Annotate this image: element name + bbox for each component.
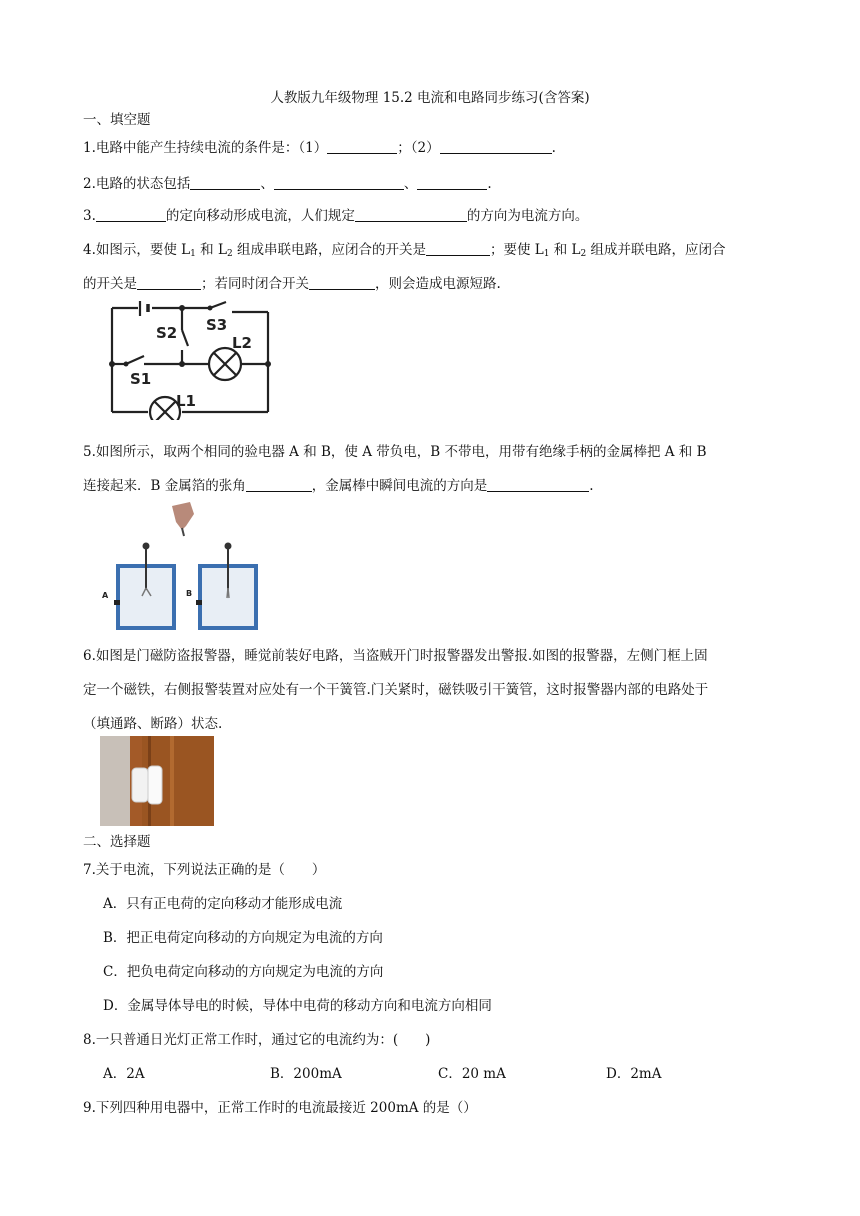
question-1 [83,136,783,156]
q4-text: 和 L [195,242,227,258]
answer-blank [327,139,397,154]
q3-text-c: 的方向为电流方向。 [466,208,589,224]
label-l1: L1 [176,392,196,410]
question-8-stem: 8.一只普通日光灯正常工作时，通过它的电流约为：( ) [83,1032,431,1048]
q3-text-a: 3. [83,208,96,224]
answer-blank [246,477,312,492]
q7-option-a: A．只有正电荷的定向移动才能形成电流 [103,896,343,912]
electroscope-b [196,543,256,629]
electroscope-a [114,543,174,629]
q3-text-b: 的定向移动形成电流，人们规定 [165,208,355,224]
question-7-stem: 7.关于电流，下列说法正确的是（ ） [83,862,326,878]
q1-text-c: . [551,140,556,156]
q1-text-b: ；（2） [397,140,440,156]
circuit-diagram [100,298,280,420]
question-5-line-1: 5.如图所示，取两个相同的验电器 A 和 B，使 A 带负电，B 不带电，用带有绝缘手柄的金属棒把 A 和 B [83,444,707,460]
answer-blank [417,175,487,190]
q4-text: ；若同时闭合开关 [201,276,309,292]
subscript: 2 [226,249,233,259]
question-4-line-1 [83,238,783,259]
answer-blank [137,275,201,290]
q2-separator: 、 [260,176,274,192]
page-title: 人教版九年级物理 15.2 电流和电路同步练习(含答案) [270,90,590,106]
answer-blank [487,477,589,492]
answer-blank [440,139,552,154]
label-s3: S3 [206,316,228,334]
answer-blank [190,175,260,190]
answer-blank [309,275,375,290]
q5-text: ，金属棒中瞬间电流的方向是 [311,478,488,494]
door-alarm-photo [100,736,214,826]
q8-option-d: D．2mA [606,1066,662,1082]
question-9-stem: 9.下列四种用电器中，正常工作时的电流最接近 200mA 的是（） [83,1100,477,1116]
q8-option-c: C．20 mA [438,1066,506,1082]
q4-text: 的开关是 [83,276,137,292]
q7-option-d: D．金属导体导电的时候，导体中电荷的移动方向和电流方向相同 [103,998,492,1014]
question-4-line-2 [83,272,783,292]
label-a: A [102,591,109,600]
q2-text-a: 2.电路的状态包括 [83,176,191,192]
question-6-line-2: 定一个磁铁，右侧报警装置对应处有一个干簧管.门关紧时，磁铁吸引干簧管，这时报警器内部的电路处于 [83,682,709,698]
electroscope-figure [98,500,288,634]
label-s1: S1 [130,370,152,388]
q7-option-c: C．把负电荷定向移动的方向规定为电流的方向 [103,964,384,980]
subscript: 1 [190,249,196,259]
q4-text: 4.如图示，要使 L [83,242,191,258]
section-choice: 二、选择题 [83,834,151,850]
label-s2: S2 [156,324,178,342]
section-fill-blank: 一、填空题 [83,112,151,128]
q4-text: 组成串联电路，应闭合的开关是 [232,242,426,258]
q4-text: ；要使 L [489,242,544,258]
answer-blank [355,207,467,222]
question-2 [83,172,783,192]
q5-text: 连接起来．B 金属箔的张角 [83,478,246,494]
q4-text: 和 L [549,242,581,258]
subscript: 2 [580,249,587,259]
q1-text-a: 1.电路中能产生持续电流的条件是：（1） [83,140,328,156]
q4-text: ，则会造成电源短路. [375,276,501,292]
label-b: B [186,589,193,598]
question-5-line-2 [83,474,783,494]
subscript: 1 [543,249,550,259]
q8-option-a: A．2A [103,1066,145,1082]
question-6-line-3: （填通路、断路）状态. [83,716,223,732]
answer-blank [96,207,166,222]
q2-separator: 、 [403,176,418,192]
answer-blank [426,241,490,256]
q8-option-b: B．200mA [270,1066,342,1082]
q4-text: 组成并联电路，应闭合 [586,242,726,258]
question-3 [83,204,783,224]
question-6-line-1: 6.如图是门磁防盗报警器，睡觉前装好电路，当盗贼开门时报警器发出警报.如图的报警器，左侧门框上固 [83,648,708,664]
q2-end: . [487,176,492,192]
answer-blank [274,175,404,190]
label-l2: L2 [232,334,252,352]
q5-text: . [589,478,594,494]
q7-option-b: B．把正电荷定向移动的方向规定为电流的方向 [103,930,383,946]
